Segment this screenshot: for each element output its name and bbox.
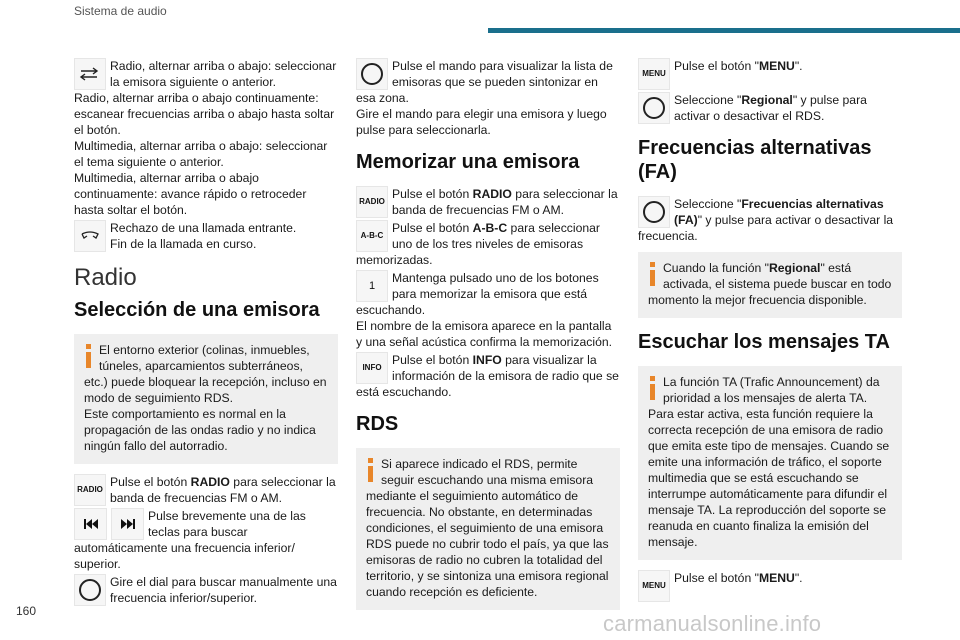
end-call-text: Fin de la llamada en curso. (110, 237, 257, 251)
mem-radio-row (356, 186, 620, 218)
steering-switch-row (74, 58, 338, 90)
switch-desc-3: Multimedia, alternar arriba o abajo: seleccionar el tema siguiente o anterior. (74, 139, 328, 169)
column-2 (356, 56, 620, 620)
column-1 (74, 56, 338, 606)
next-track-icon (111, 508, 144, 540)
mem-abc-row (356, 220, 620, 268)
page-number: 160 (16, 604, 37, 618)
mem-confirm-text: El nombre de la emisora aparece en la pantalla y una señal acústica confirma la memorización. (356, 319, 613, 349)
previous-track-icon (74, 508, 107, 540)
watermark: carmanualsonline.info (603, 611, 822, 636)
section-title: Sistema de audio (74, 4, 167, 18)
dial-step-text: Gire el dial para buscar manualmente una frecuencia inferior/superior. (110, 575, 337, 605)
radio-step-text: Pulse el botón RADIO para seleccionar la banda de frecuencias FM o AM. (110, 475, 336, 505)
ta-menu-text: Pulse el botón "MENU". (674, 571, 803, 585)
mem-radio-text: Pulse el botón RADIO para seleccionar la banda de frecuencias FM o AM. (392, 187, 618, 217)
alt-freq-row (638, 196, 902, 244)
radio-heading: Radio (74, 264, 137, 291)
knob-row (356, 58, 620, 106)
info-icon (86, 344, 91, 368)
regional-step-text: Seleccione "Regional" y pulse para activar o desactivar el RDS. (674, 93, 867, 123)
memorize-heading: Memorizar una emisora (356, 151, 580, 173)
ta-heading: Escuchar los mensajes TA (638, 331, 890, 353)
knob-icon (638, 92, 670, 124)
info-icon (368, 458, 373, 482)
alt-freq-heading: Frecuencias alternativas (FA) (638, 137, 872, 183)
mem-abc-text: Pulse el botón A-B-C para seleccionar uno de los tres niveles de emisoras memorizadas. (356, 221, 600, 267)
info-button-icon: INFO (356, 352, 388, 384)
menu-step-row (638, 58, 902, 90)
ta-info-text: La función TA (Trafic Announcement) da prioridad a los mensajes de alerta TA. Para estar activa, esta función requiere la correcta recepción de una emisora de radio que emita este tipo de mensajes. Cuando se emite una información de tráfico, el soporte multimedia que se está escuchando se interrumpe automáticamente para difundir el mensaje TA. La reproducción del soporte se reanuda en cuanto finaliza la emisión del mensaje. (648, 375, 890, 549)
info-reception-text-2: Este comportamiento es normal en la propagación de las ondas radio y no indica ningún fallo del autorradio. (84, 407, 316, 453)
radio-button-icon: RADIO (356, 186, 388, 218)
phone-row (74, 220, 338, 252)
knob-text: Pulse el mando para visualizar la lista de emisoras que se pueden sintonizar en esa zona. (356, 59, 613, 105)
rds-info-text: Si aparece indicado el RDS, permite seguir escuchando una misma emisora mediante el seguimiento automático de frecuencia. No obstante, en determinadas condiciones, el seguimiento de una emisora RDS puede no cubrir todo el país, ya que las emisoras de radio no cubren la totalidad del territorio, y se sintoniza una emisora regional cuando recepción es deficiente. (366, 457, 609, 599)
reject-call-text: Rechazo de una llamada entrante. (110, 221, 297, 235)
alt-freq-text: Seleccione "Frecuencias alternativas (FA)" y pulse para activar o desactivar la frecuencia. (638, 197, 894, 243)
regional-info-text: Cuando la función "Regional" está activada, el sistema puede buscar en todo momento la mejor frecuencia disponible. (648, 261, 892, 307)
knob-icon (638, 196, 670, 228)
info-reception-text: El entorno exterior (colinas, inmuebles, túneles, aparcamientos subterráneos, etc.) puede bloquear la recepción, incluso en modo de seguimiento RDS. (84, 343, 327, 405)
ta-menu-row (638, 570, 902, 602)
hang-up-icon (74, 220, 106, 252)
steering-switch-icon (74, 58, 106, 90)
info-icon (650, 262, 655, 286)
radio-step-row (74, 474, 338, 506)
rds-heading: RDS (356, 413, 399, 435)
seek-step-text: Pulse brevemente una de las teclas para buscar automáticamente una frecuencia inferior/ superior. (74, 509, 306, 571)
menu-button-icon: MENU (638, 570, 670, 602)
seek-step-row (74, 508, 338, 572)
menu-step-text: Pulse el botón "MENU". (674, 59, 803, 73)
switch-desc: Radio, alternar arriba o abajo: seleccionar la emisora siguiente o anterior. (110, 59, 337, 89)
mem-preset-row (356, 270, 620, 318)
radio-button-icon: RADIO (74, 474, 106, 506)
switch-desc-2: Radio, alternar arriba o abajo continuamente: escanear frecuencias arriba o abajo hasta soltar el botón. (74, 91, 335, 137)
info-icon (650, 376, 655, 400)
column-3 (638, 56, 902, 602)
info-box-reception (74, 334, 338, 464)
knob-icon (356, 58, 388, 90)
info-box-rds (356, 448, 620, 610)
regional-step-row (638, 92, 902, 124)
info-box-ta (638, 366, 902, 560)
knob-text-2: Gire el mando para elegir una emisora y luego pulse para seleccionarla. (356, 107, 607, 137)
abc-button-icon: A-B-C (356, 220, 388, 252)
menu-button-icon: MENU (638, 58, 670, 90)
switch-desc-4: Multimedia, alternar arriba o abajo continuamente: avance rápido o retroceder hasta soltar el botón. (74, 171, 307, 217)
mem-info-text: Pulse el botón INFO para visualizar la información de la emisora de radio que se está escuchando. (356, 353, 619, 399)
header-accent-bar (488, 28, 960, 33)
preset-button-icon: 1 (356, 270, 388, 302)
station-select-heading: Selección de una emisora (74, 299, 320, 321)
dial-step-row (74, 574, 338, 606)
mem-preset-text: Mantenga pulsado uno de los botones para memorizar la emisora que está escuchando. (356, 271, 599, 317)
dial-icon (74, 574, 106, 606)
mem-info-row (356, 352, 620, 400)
info-box-regional (638, 252, 902, 318)
